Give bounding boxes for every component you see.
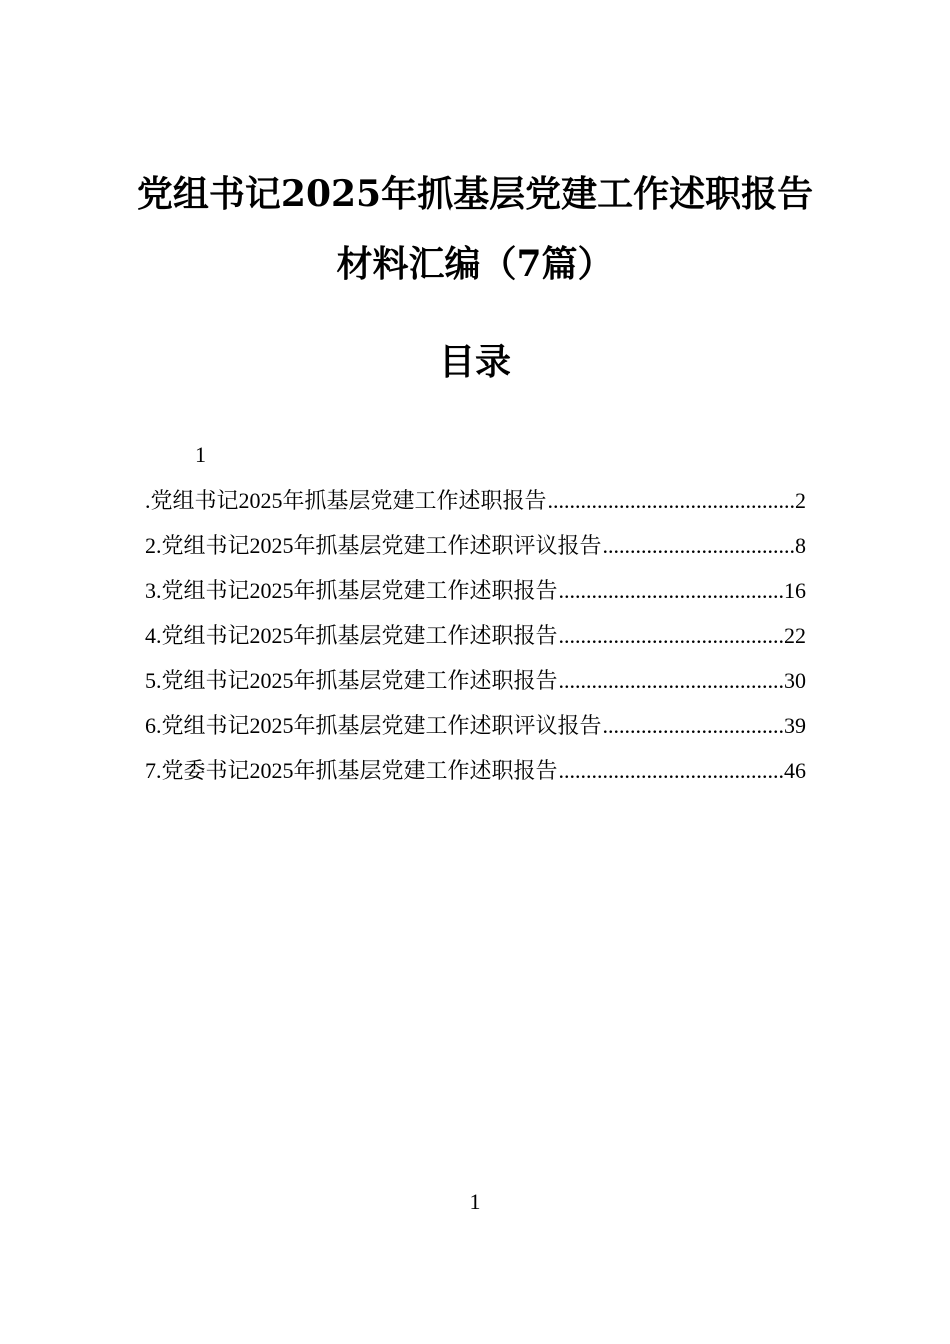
toc-item[interactable] <box>145 573 806 618</box>
document-title-line-1: 党组书记2025年抓基层党建工作述职报告 <box>136 173 814 215</box>
toc-item-label: 7.党委书记2025年抓基层党建工作述职报告 <box>145 758 558 783</box>
toc-item[interactable] <box>145 483 806 528</box>
toc-dot-leader <box>559 618 783 654</box>
toc-item-page: 16 <box>784 578 806 603</box>
toc-item-page: 39 <box>784 713 806 738</box>
toc-item-label: 2.党组书记2025年抓基层党建工作述职评议报告 <box>145 533 602 558</box>
toc-item[interactable] <box>145 528 806 573</box>
toc-stray-number: 1 <box>195 442 206 467</box>
toc-item[interactable] <box>145 663 806 708</box>
toc-heading: 目录 <box>438 341 511 383</box>
toc-item-page: 30 <box>784 668 806 693</box>
toc-item-label: 4.党组书记2025年抓基层党建工作述职报告 <box>145 623 558 648</box>
toc-dot-leader <box>603 528 794 564</box>
toc-item-page: 8 <box>795 533 806 558</box>
page-number: 1 <box>469 1189 481 1214</box>
toc-item-label: 5.党组书记2025年抓基层党建工作述职报告 <box>145 668 558 693</box>
toc-dot-leader <box>559 573 783 609</box>
document-title-line-2: 材料汇编（7篇） <box>336 243 614 285</box>
toc-dot-leader <box>559 753 783 789</box>
toc-item-page: 46 <box>784 758 806 783</box>
toc-list <box>145 483 806 798</box>
toc-item-page: 22 <box>784 623 806 648</box>
toc-item[interactable] <box>145 618 806 663</box>
toc-item-label: .党组书记2025年抓基层党建工作述职报告 <box>145 488 547 513</box>
toc-item-page: 2 <box>795 488 806 513</box>
toc-item[interactable] <box>145 753 806 798</box>
toc-dot-leader <box>548 483 794 519</box>
toc-item[interactable] <box>145 708 806 753</box>
toc-dot-leader <box>603 708 783 744</box>
toc-dot-leader <box>559 663 783 699</box>
toc-item-label: 6.党组书记2025年抓基层党建工作述职评议报告 <box>145 713 602 738</box>
toc-item-label: 3.党组书记2025年抓基层党建工作述职报告 <box>145 578 558 603</box>
